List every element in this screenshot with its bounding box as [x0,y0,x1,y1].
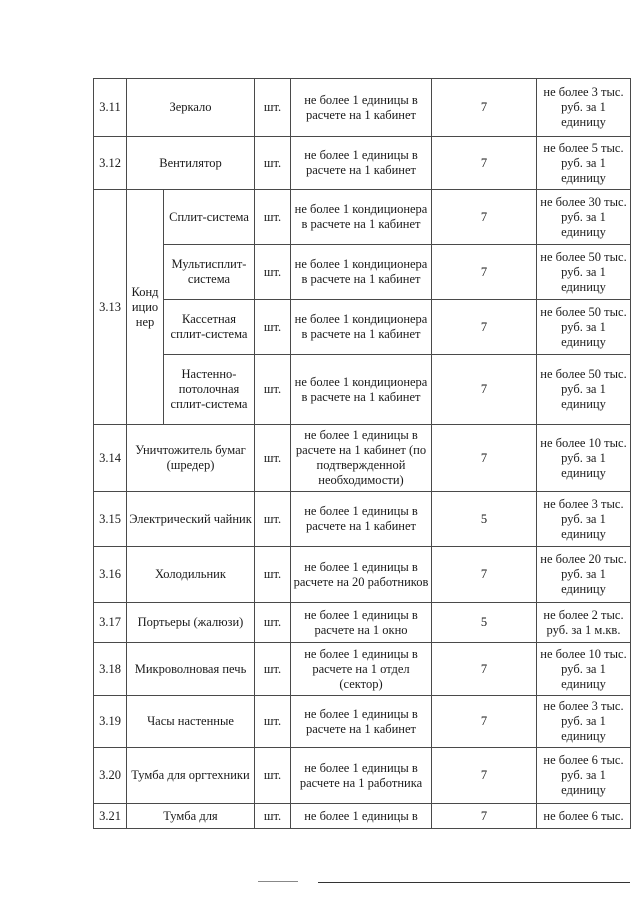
item-name: Уничтожитель бумаг (шредер) [127,425,255,492]
quantity-norm: не более 1 кондиционера в расчете на 1 кабинет [291,355,432,425]
item-name: Портьеры (жалюзи) [127,603,255,643]
price-limit: не более 6 тыс. [537,804,631,829]
unit-cell: шт. [255,137,291,190]
price-limit: не более 50 тыс. руб. за 1 единицу [537,300,631,355]
unit-cell: шт. [255,804,291,829]
unit-cell: шт. [255,355,291,425]
price-limit: не более 2 тыс. руб. за 1 м.кв. [537,603,631,643]
row-number: 3.16 [94,547,127,603]
row-number: 3.19 [94,696,127,748]
subitem-name: Кассетная сплит-система [164,300,255,355]
table-row [94,804,631,829]
table-row [94,696,631,748]
service-term: 7 [432,748,537,804]
row-number: 3.18 [94,643,127,696]
table-row [94,425,631,492]
service-term: 5 [432,492,537,547]
item-name: Вентилятор [127,137,255,190]
service-term: 7 [432,79,537,137]
price-limit: не более 20 тыс. руб. за 1 единицу [537,547,631,603]
group-label: Кондиционер [127,190,164,425]
service-term: 7 [432,300,537,355]
unit-cell: шт. [255,696,291,748]
table-row [94,603,631,643]
quantity-norm: не более 1 единицы в расчете на 1 кабинет (по подтвержденной необходимости) [291,425,432,492]
unit-cell: шт. [255,300,291,355]
row-number: 3.12 [94,137,127,190]
unit-cell: шт. [255,492,291,547]
subitem-name: Сплит-система [164,190,255,245]
unit-cell: шт. [255,425,291,492]
quantity-norm: не более 1 единицы в расчете на 20 работников [291,547,432,603]
subitem-name: Мультисплит-система [164,245,255,300]
quantity-norm: не более 1 единицы в расчете на 1 окно [291,603,432,643]
row-number: 3.11 [94,79,127,137]
quantity-norm: не более 1 кондиционера в расчете на 1 кабинет [291,300,432,355]
service-term: 7 [432,696,537,748]
table-row [94,355,631,425]
price-limit: не более 50 тыс. руб. за 1 единицу [537,355,631,425]
item-name: Тумба для [127,804,255,829]
item-name: Зеркало [127,79,255,137]
row-number: 3.14 [94,425,127,492]
quantity-norm: не более 1 единицы в расчете на 1 работника [291,748,432,804]
price-limit: не более 10 тыс. руб. за 1 единицу [537,643,631,696]
service-term: 7 [432,245,537,300]
table-row [94,547,631,603]
service-term: 7 [432,137,537,190]
price-limit: не более 3 тыс. руб. за 1 единицу [537,492,631,547]
quantity-norm: не более 1 единицы в расчете на 1 кабинет [291,492,432,547]
service-term: 7 [432,425,537,492]
table-row [94,300,631,355]
price-limit: не более 3 тыс. руб. за 1 единицу [537,696,631,748]
price-limit: не более 50 тыс. руб. за 1 единицу [537,245,631,300]
service-term: 7 [432,547,537,603]
service-term: 7 [432,804,537,829]
row-number: 3.15 [94,492,127,547]
row-number: 3.21 [94,804,127,829]
item-name: Часы настенные [127,696,255,748]
row-number: 3.17 [94,603,127,643]
table-row [94,190,631,245]
quantity-norm: не более 1 единицы в расчете на 1 кабинет [291,137,432,190]
footer-divider [318,882,630,883]
row-number: 3.13 [94,190,127,425]
unit-cell: шт. [255,643,291,696]
row-number: 3.20 [94,748,127,804]
footer-mark [258,881,298,882]
unit-cell: шт. [255,748,291,804]
unit-cell: шт. [255,547,291,603]
table-row [94,245,631,300]
price-limit: не более 30 тыс. руб. за 1 единицу [537,190,631,245]
price-limit: не более 10 тыс. руб. за 1 единицу [537,425,631,492]
service-term: 7 [432,643,537,696]
table-row [94,79,631,137]
item-name: Холодильник [127,547,255,603]
quantity-norm: не более 1 единицы в расчете на 1 кабинет [291,696,432,748]
item-name: Электрический чайник [127,492,255,547]
quantity-norm: не более 1 кондиционера в расчете на 1 кабинет [291,190,432,245]
service-term: 5 [432,603,537,643]
quantity-norm: не более 1 единицы в расчете на 1 отдел (сектор) [291,643,432,696]
table-row [94,643,631,696]
subitem-name: Настенно-потолочная сплит-система [164,355,255,425]
quantity-norm: не более 1 кондиционера в расчете на 1 кабинет [291,245,432,300]
unit-cell: шт. [255,245,291,300]
price-limit: не более 3 тыс. руб. за 1 единицу [537,79,631,137]
quantity-norm: не более 1 единицы в [291,804,432,829]
item-name: Тумба для оргтехники [127,748,255,804]
unit-cell: шт. [255,603,291,643]
table-row [94,492,631,547]
service-term: 7 [432,190,537,245]
table-row [94,137,631,190]
unit-cell: шт. [255,79,291,137]
quantity-norm: не более 1 единицы в расчете на 1 кабинет [291,79,432,137]
table-row [94,748,631,804]
price-limit: не более 6 тыс. руб. за 1 единицу [537,748,631,804]
norms-table [93,78,631,829]
service-term: 7 [432,355,537,425]
unit-cell: шт. [255,190,291,245]
item-name: Микроволновая печь [127,643,255,696]
price-limit: не более 5 тыс. руб. за 1 единицу [537,137,631,190]
